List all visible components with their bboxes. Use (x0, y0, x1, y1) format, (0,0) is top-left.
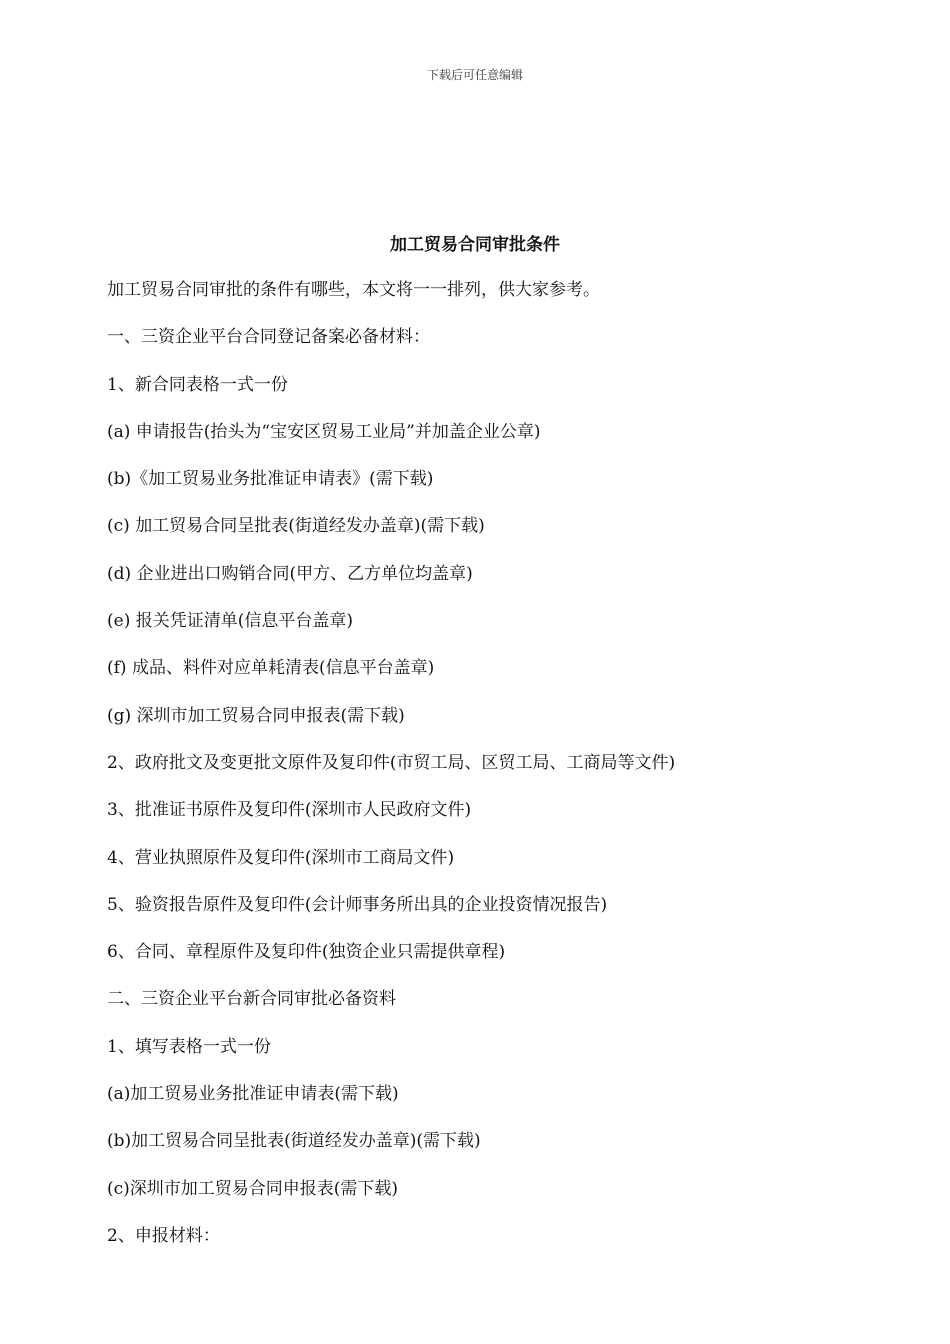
paragraph-line: 2、政府批文及变更批文原件及复印件(市贸工局、区贸工局、工商局等文件) (107, 752, 676, 773)
paragraph-line: 一、三资企业平台合同登记备案必备材料： (107, 327, 430, 348)
paragraph-line: 2、申报材料： (107, 1225, 220, 1246)
paragraph-line: 6、合同、章程原件及复印件(独资企业只需提供章程) (107, 942, 506, 963)
paragraph-line: (b)加工贸易合同呈批表(街道经发办盖章)(需下载) (107, 1131, 481, 1152)
paragraph-line: 3、批准证书原件及复印件(深圳市人民政府文件) (107, 800, 472, 821)
paragraph-line: 加工贸易合同审批的条件有哪些，本文将一一排列，供大家参考。 (107, 280, 600, 300)
paragraph-line: 5、验资报告原件及复印件(会计师事务所出具的企业投资情况报告) (107, 894, 608, 915)
paragraph-line: 4、营业执照原件及复印件(深圳市工商局文件) (107, 847, 455, 868)
header-note: 下载后可任意编辑 (426, 68, 523, 82)
paragraph-line: (a)加工贸易业务批准证申请表(需下载) (107, 1084, 399, 1105)
paragraph-line: 1、填写表格一式一份 (107, 1036, 271, 1057)
paragraph-line: (c)深圳市加工贸易合同申报表(需下载) (107, 1178, 399, 1199)
paragraph-line: (c) 加工贸易合同呈批表(街道经发办盖章)(需下载) (107, 516, 485, 537)
paragraph-line: (b)《加工贸易业务批准证申请表》(需下载) (107, 469, 434, 490)
paragraph-line: (g) 深圳市加工贸易合同申报表(需下载) (107, 705, 405, 726)
paragraph-line: 二、三资企业平台新合同审批必备资料 (107, 989, 396, 1010)
paragraph-line: (d) 企业进出口购销合同(甲方、乙方单位均盖章) (107, 563, 473, 584)
paragraph-line: (e) 报关凭证清单(信息平台盖章) (107, 611, 353, 632)
paragraph-line: 1、新合同表格一式一份 (107, 374, 288, 395)
paragraph-line: (a) 申请报告(抬头为“宝安区贸易工业局”并加盖企业公章) (107, 421, 541, 442)
paragraph-line: (f) 成品、料件对应单耗清表(信息平台盖章) (107, 658, 435, 679)
document-title: 加工贸易合同审批条件 (390, 235, 560, 255)
document-body (107, 276, 887, 1269)
